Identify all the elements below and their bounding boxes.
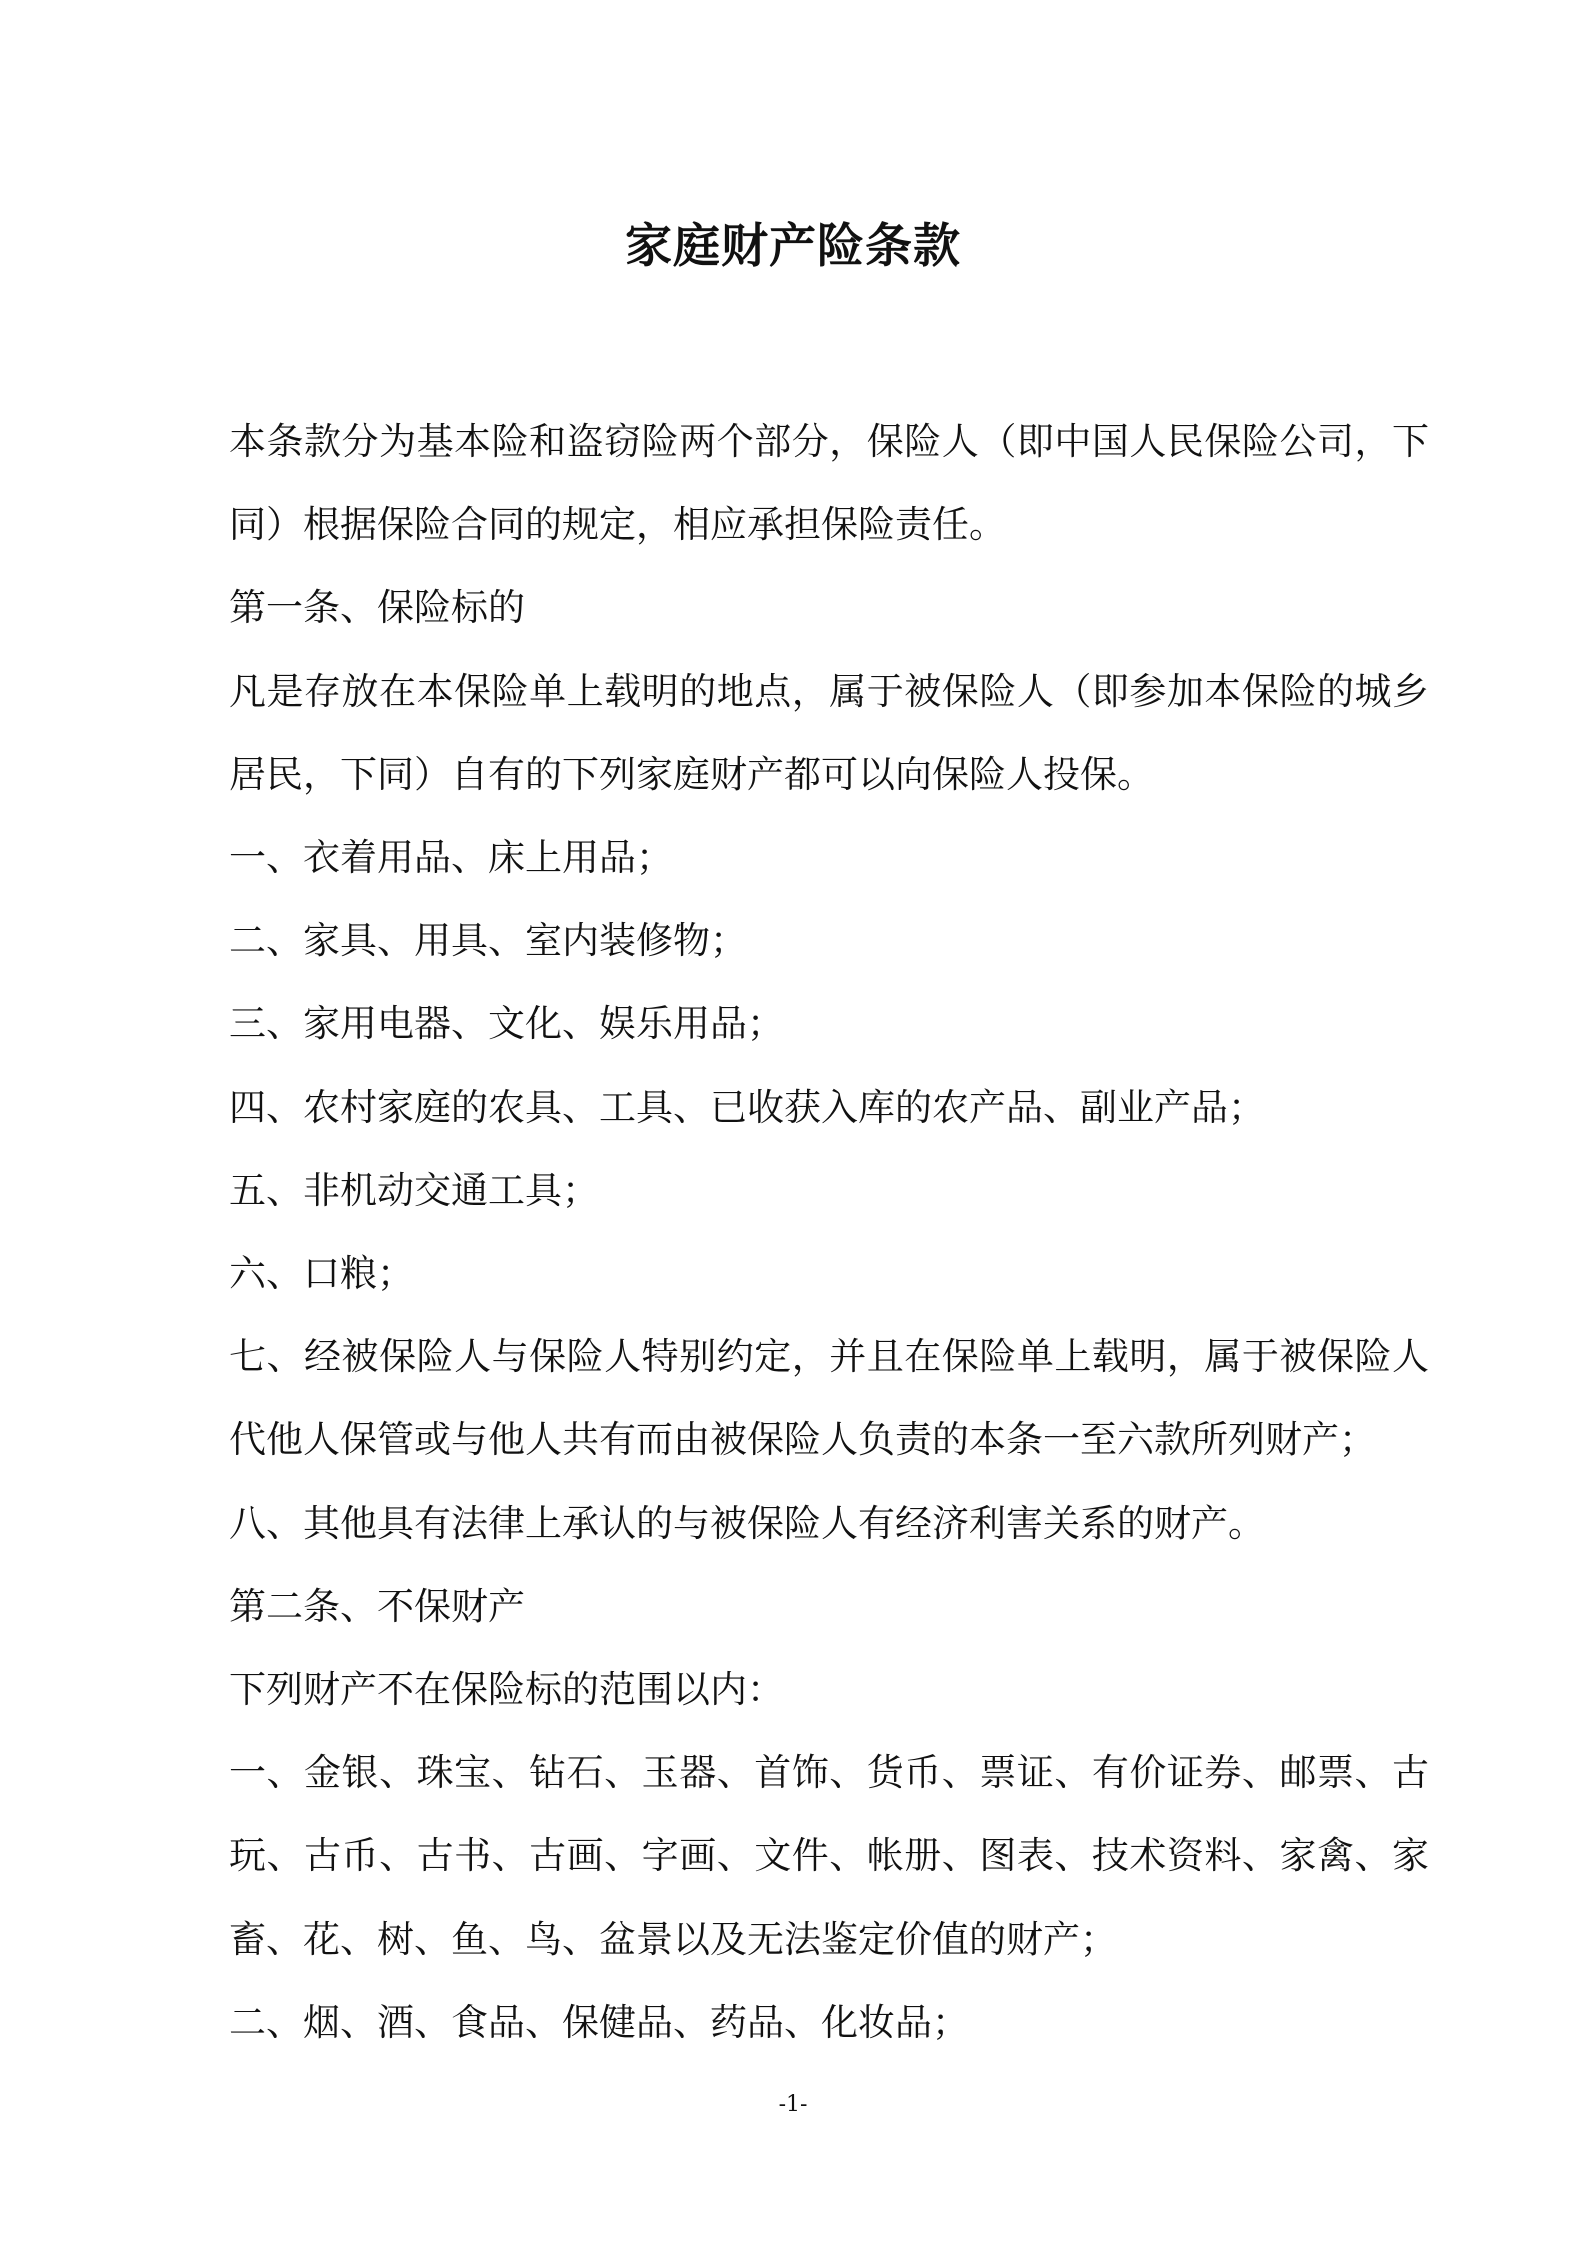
article-heading: 第一条、保险标的 (229, 586, 525, 630)
paragraph: 凡是存放在本保险单上载明的地点，属于被保险人（即参加本保险的城乡居民，下同）自有的下列家庭财产都可以向保险人投保。 (229, 669, 1429, 796)
list-item: 三、家用电器、文化、娱乐用品； (229, 1002, 784, 1046)
list-item: 五、非机动交通工具； (229, 1168, 599, 1212)
list-item: 一、金银、珠宝、钻石、玉器、首饰、货币、票证、有价证券、邮票、古玩、古币、古书、古画、字画、文件、帐册、图表、技术资料、家禽、家畜、花、树、鱼、鸟、盆景以及无法鉴定价值的财产； (229, 1751, 1429, 1961)
list-item: 六、口粮； (229, 1252, 414, 1296)
document-body (229, 400, 1429, 2064)
list-item: 二、家具、用具、室内装修物； (229, 919, 747, 963)
article-heading: 第二条、不保财产 (229, 1584, 525, 1628)
list-item: 一、衣着用品、床上用品； (229, 836, 673, 880)
list-item: 八、其他具有法律上承认的与被保险人有经济利害关系的财产。 (229, 1501, 1265, 1545)
intro-paragraph: 本条款分为基本险和盗窃险两个部分，保险人（即中国人民保险公司，下同）根据保险合同的规定，相应承担保险责任。 (229, 420, 1429, 547)
page-title: 家庭财产险条款 (625, 219, 961, 274)
paragraph: 下列财产不在保险标的范围以内： (229, 1668, 784, 1712)
list-item: 二、烟、酒、食品、保健品、药品、化妆品； (229, 2000, 969, 2044)
page-number: -1- (778, 2092, 808, 2117)
list-item: 四、农村家庭的农具、工具、已收获入库的农产品、副业产品； (229, 1085, 1265, 1129)
list-item: 七、经被保险人与保险人特别约定，并且在保险单上载明，属于被保险人代他人保管或与他人共有而由被保险人负责的本条一至六款所列财产； (229, 1335, 1429, 1462)
